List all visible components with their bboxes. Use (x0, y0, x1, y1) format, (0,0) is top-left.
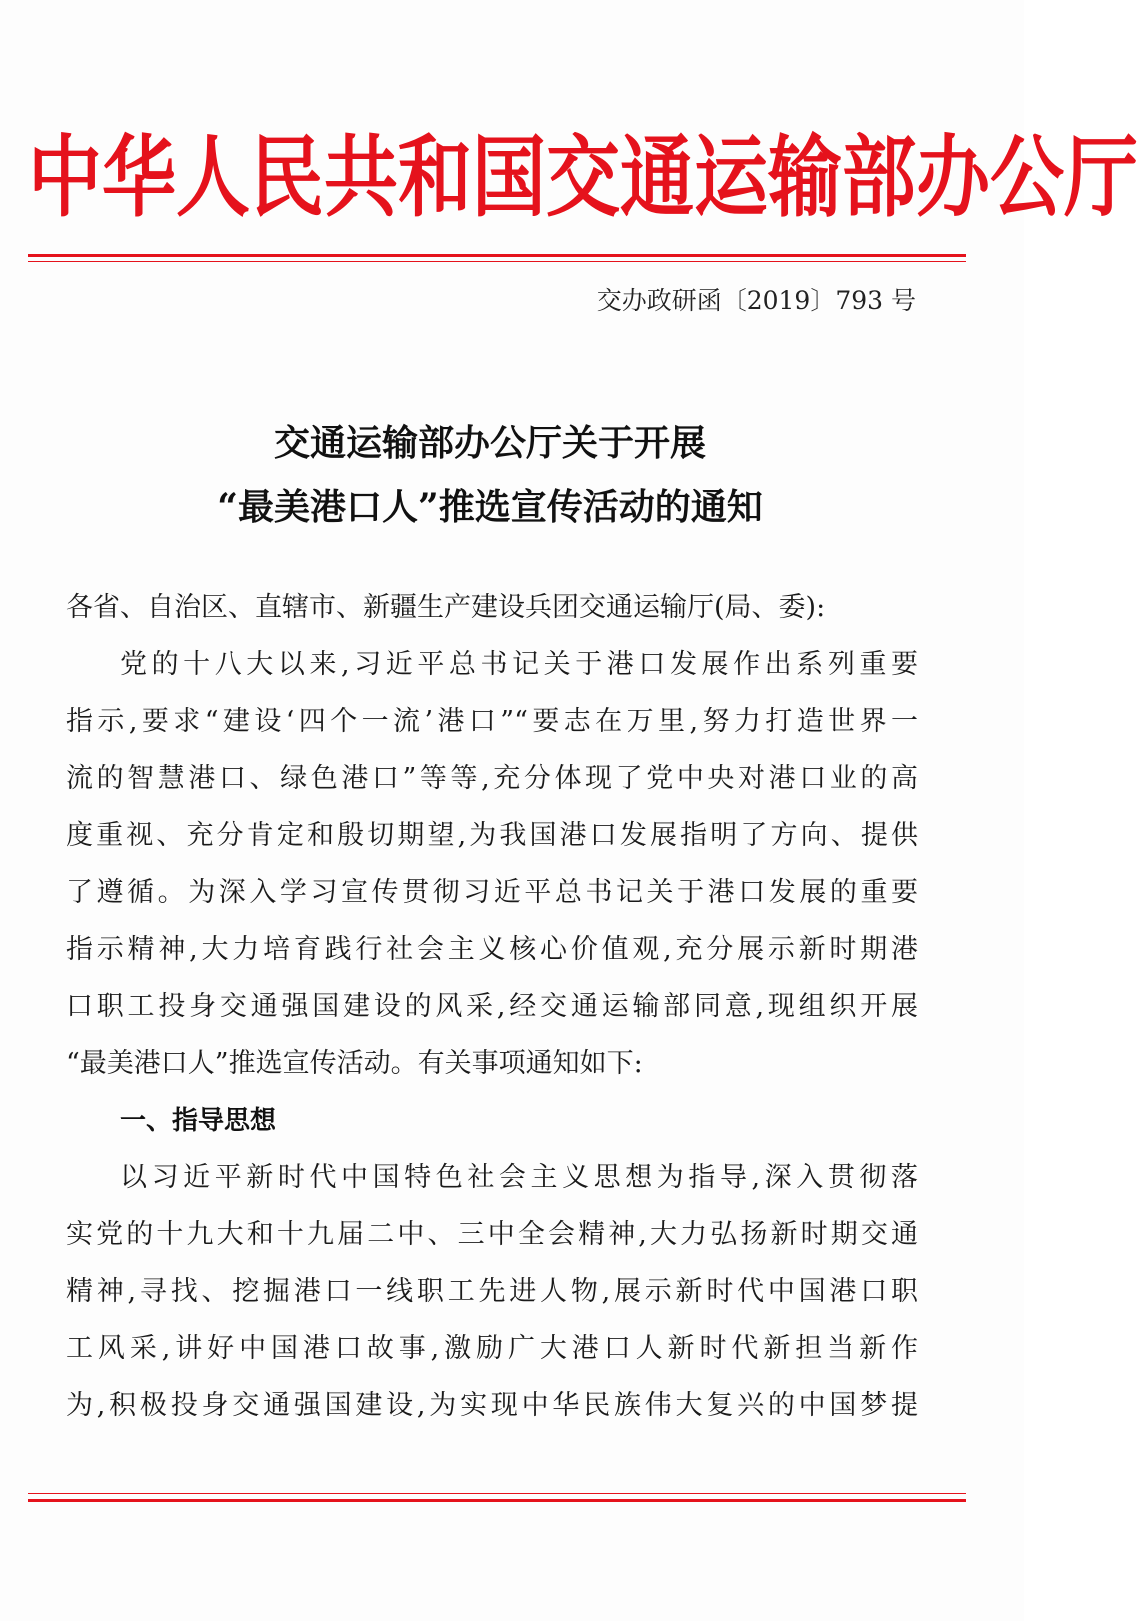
letterhead-rule-thick (28, 254, 966, 257)
body-line: 精神,寻找、挖掘港口一线职工先进人物,展示新时代中国港口职 (66, 1276, 918, 1307)
body-line: 党的十八大以来,习近平总书记关于港口发展作出系列重要 (120, 649, 918, 680)
body-line: 度重视、充分肯定和殷切期望,为我国港口发展指明了方向、提供 (66, 820, 918, 851)
footer-rule-thick (28, 1499, 966, 1502)
document-number: 交办政研函〔2019〕793 号 (596, 286, 916, 315)
body-line: 工风采,讲好中国港口故事,激励广大港口人新时代新担当新作 (66, 1333, 918, 1364)
addressee-line: 各省、自治区、直辖市、新疆生产建设兵团交通运输厅(局、委): (66, 592, 826, 623)
body-line: “最美港口人”推选宣传活动。有关事项通知如下: (66, 1048, 643, 1079)
body-line: 实党的十九大和十九届二中、三中全会精神,大力弘扬新时期交通 (66, 1219, 918, 1250)
document-title-line-1: 交通运输部办公厅关于开展 (273, 422, 706, 464)
letterhead-rule-thin (28, 261, 966, 262)
body-line: 为,积极投身交通强国建设,为实现中华民族伟大复兴的中国梦提 (66, 1390, 918, 1421)
body-line: 了遵循。为深入学习宣传贯彻习近平总书记关于港口发展的重要 (66, 877, 918, 908)
body-line: 指示,要求“建设‘四个一流’港口”“要志在万里,努力打造世界一 (66, 706, 918, 737)
body-line: 流的智慧港口、绿色港口”等等,充分体现了党中央对港口业的高 (66, 763, 918, 794)
body-line: 口职工投身交通强国建设的风采,经交通运输部同意,现组织开展 (66, 991, 918, 1022)
letterhead-issuer: 中华人民共和国交通运输部办公厅 (28, 126, 1138, 230)
body-line: 以习近平新时代中国特色社会主义思想为指导,深入贯彻落 (120, 1162, 918, 1193)
footer-rule-thin (28, 1493, 966, 1494)
body-line: 指示精神,大力培育践行社会主义核心价值观,充分展示新时期港 (66, 934, 918, 965)
document-title-line-2: “最美港口人”推选宣传活动的通知 (217, 486, 763, 528)
section-heading: 一、指导思想 (120, 1106, 277, 1136)
